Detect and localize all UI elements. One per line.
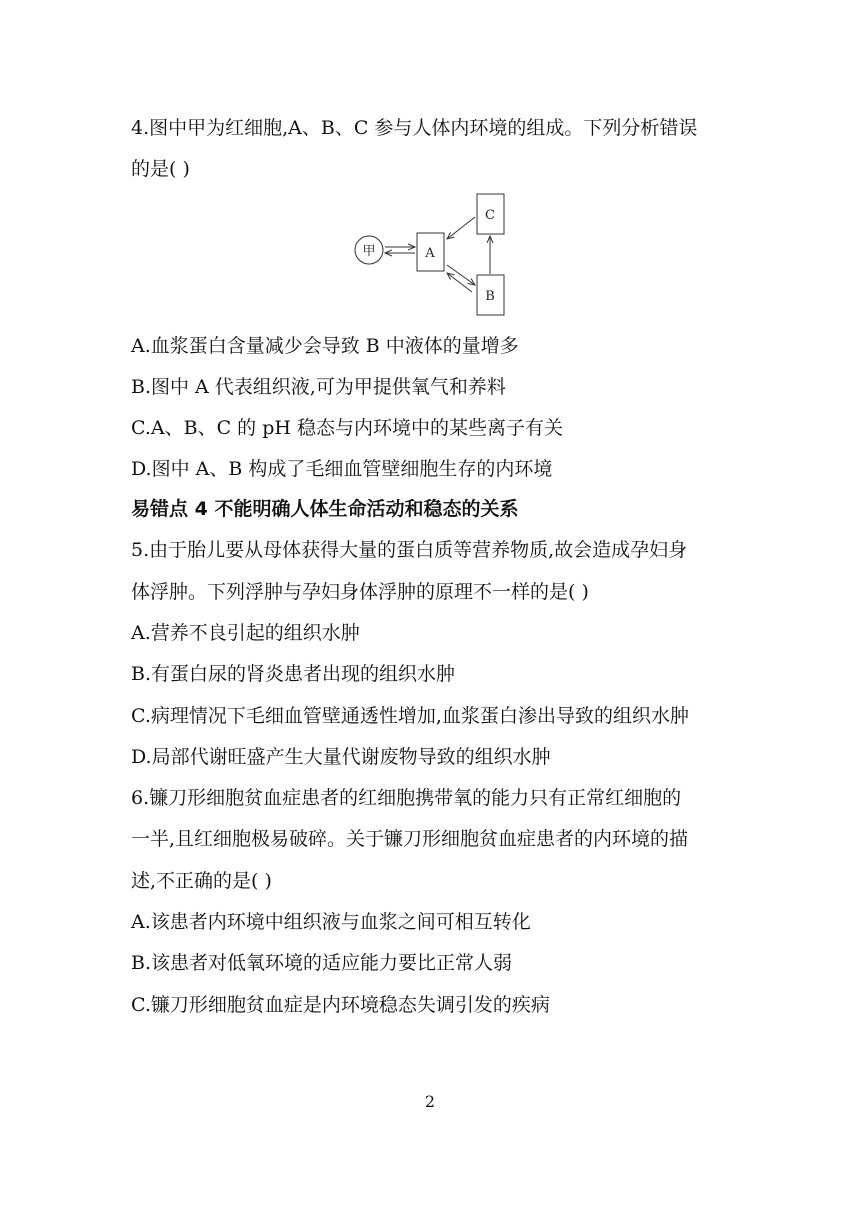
node-jia-label: 甲 [362, 244, 376, 259]
q4-option-c: C.A、B、C 的 pH 稳态与内环境中的某些离子有关 [131, 417, 563, 439]
q4-stem-line1: 4.图中甲为红细胞,A、B、C 参与人体内环境的组成。下列分析错误 [131, 117, 698, 139]
node-b-label: B [485, 289, 495, 304]
arrow-b-to-a [447, 273, 472, 292]
q6-stem-line1: 6.镰刀形细胞贫血症患者的红细胞携带氧的能力只有正常红细胞的 [131, 787, 682, 809]
q5-option-d: D.局部代谢旺盛产生大量代谢废物导致的组织水肿 [131, 746, 551, 768]
q4-option-d: D.图中 A、B 构成了毛细血管壁细胞生存的内环境 [131, 458, 553, 480]
q5-option-b: B.有蛋白尿的肾炎患者出现的组织水肿 [131, 663, 456, 685]
q4-option-b: B.图中 A 代表组织液,可为甲提供氧气和养料 [131, 376, 506, 398]
q6-option-c: C.镰刀形细胞贫血症是内环境稳态失调引发的疾病 [131, 994, 550, 1016]
q5-option-a: A.营养不良引起的组织水肿 [131, 622, 360, 644]
node-c-label: C [485, 208, 495, 223]
q5-option-c: C.病理情况下毛细血管壁通透性增加,血浆蛋白渗出导致的组织水肿 [131, 705, 689, 727]
q4-option-a: A.血浆蛋白含量减少会导致 B 中液体的量增多 [131, 335, 519, 357]
arrow-a-to-b [447, 265, 475, 285]
inner-environment-diagram [350, 193, 510, 323]
q6-option-b: B.该患者对低氧环境的适应能力要比正常人弱 [131, 952, 513, 974]
page-number: 2 [424, 1092, 436, 1111]
q4-stem-line2: 的是( ) [131, 158, 190, 180]
q5-stem-line1: 5.由于胎儿要从母体获得大量的蛋白质等营养物质,故会造成孕妇身 [131, 539, 688, 561]
arrow-c-to-a [447, 217, 475, 239]
q5-stem-line2: 体浮肿。下列浮肿与孕妇身体浮肿的原理不一样的是( ) [131, 581, 589, 603]
q6-option-a: A.该患者内环境中组织液与血浆之间可相互转化 [131, 911, 531, 933]
q6-stem-line3: 述,不正确的是( ) [131, 870, 272, 892]
node-a-label: A [425, 246, 435, 261]
section-heading: 易错点 4 不能明确人体生命活动和稳态的关系 [131, 498, 519, 520]
q6-stem-line2: 一半,且红细胞极易破碎。关于镰刀形细胞贫血症患者的内环境的描 [131, 828, 689, 850]
